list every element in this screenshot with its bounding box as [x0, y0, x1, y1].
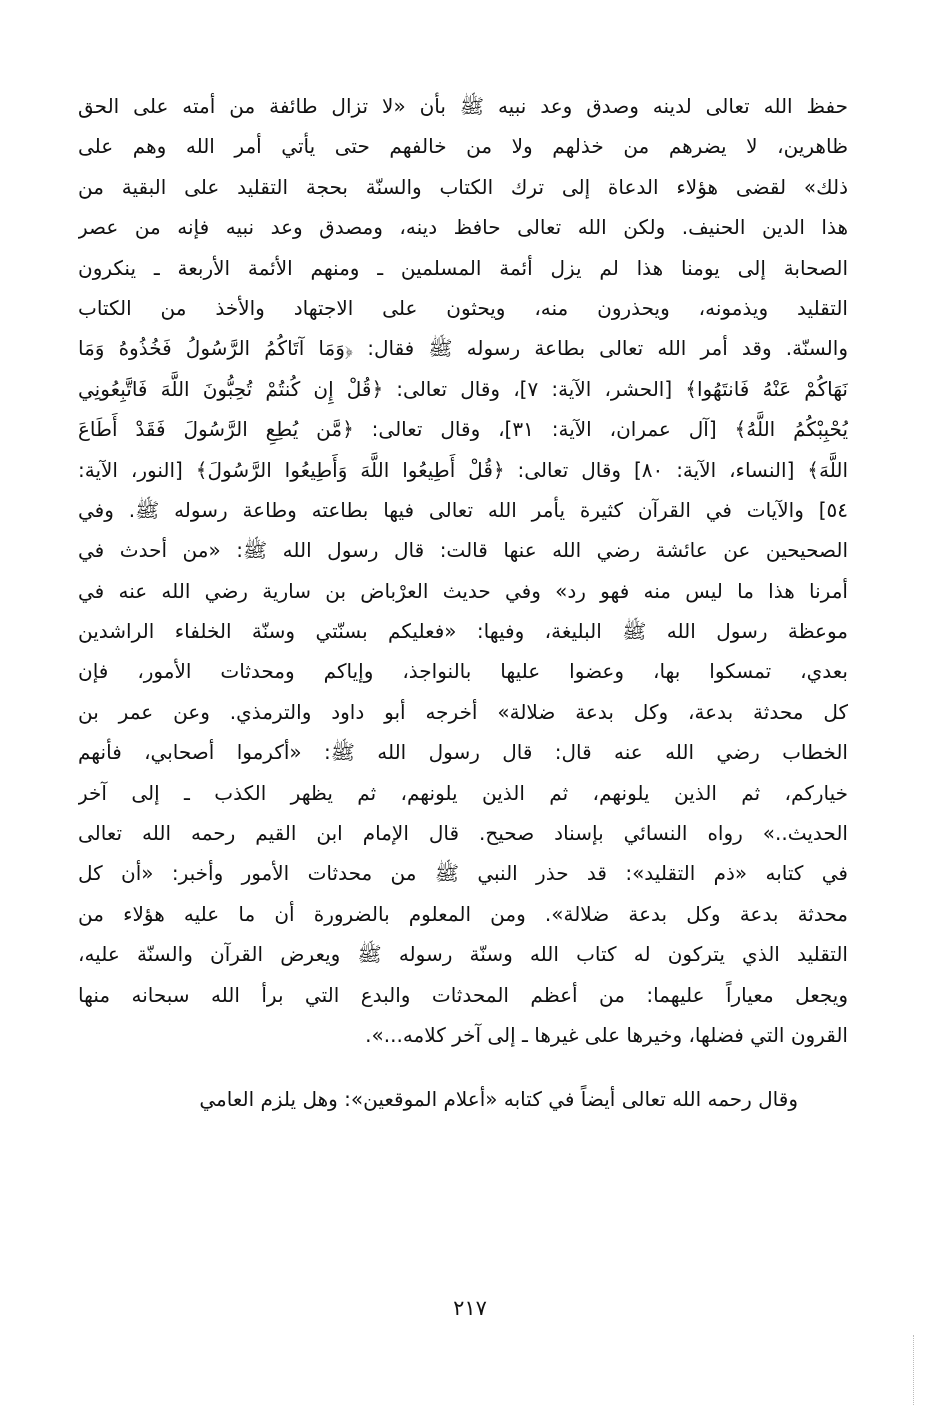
- text-line: وقال رحمه الله تعالى أيضاً في كتابه «أعلام الموقعين»: وهل يلزم العامي: [199, 1087, 798, 1112]
- text-line: موعظة رسول الله ﷺ البليغة، وفيها: «فعليكم بسنّتي وسنّة الخلفاء الراشدين: [78, 619, 848, 644]
- text-line: ويجعل معياراً عليهما: من أعظم المحدثات والبدع التي برأ الله سبحانه منها: [78, 982, 848, 1007]
- text-line: ٥٤] والآيات في القرآن كثيرة يأمر الله تعالى فيها بطاعته وطاعة رسوله ﷺ. وفي: [78, 497, 848, 522]
- text-line: كل محدثة بدعة، وكل بدعة ضلالة» أخرجه أبو داود والترمذي. وعن عمر بن: [78, 699, 848, 724]
- page-number: ٢١٧: [453, 1296, 487, 1320]
- text-line: بعدي، تمسكوا بها، وعضوا عليها بالنواجذ، وإياكم ومحدثات الأمور، فإن: [78, 659, 848, 684]
- text-line: يُحْبِبْكُمُ اللَّهُ﴾ [آل عمران، الآية: ٣١]، وقال تعالى: ﴿مَّن يُطِعِ الرَّسُولَ فَقَدْ أَطَاعَ: [78, 417, 848, 442]
- text-line: التقليد ويذمونه، ويحذرون منه، ويحثون على الاجتهاد والأخذ من الكتاب: [78, 295, 848, 320]
- text-line: ذلك» لقضى هؤلاء الدعاة إلى ترك الكتاب والسنّة بحجة التقليد على البقية من: [78, 174, 848, 199]
- text-line: القرون التي فضلها، وخيرها على غيرها ـ إلى آخر كلامه...».: [365, 1022, 848, 1047]
- text-line: في كتابه «ذم التقليد»: قد حذر النبي ﷺ من محدثات الأمور وأخبر: «أن كل: [78, 861, 848, 886]
- scan-edge-mark: [913, 1335, 915, 1405]
- text-line: الصحيحين عن عائشة رضي الله عنها قالت: قال رسول الله ﷺ: «من أحدث في: [78, 538, 848, 563]
- page-body: [78, 86, 848, 1120]
- text-line: أمرنا هذا ما ليس منه فهو رد» وفي حديث العرْباض بن سارية رضي الله عنه في: [78, 578, 848, 603]
- text-line: التقليد الذي يتركون له كتاب الله وسنّة رسوله ﷺ ويعرض القرآن والسنّة عليه،: [78, 942, 848, 967]
- text-line: والسنّة. وقد أمر الله تعالى بطاعة رسوله ﷺ فقال: ﴿وَمَا آتَاكُمُ الرَّسُولُ فَخُذُوهُ وَمَا: [78, 336, 848, 361]
- text-line: هذا الدين الحنيف. ولكن الله تعالى حافظ دينه، ومصدق وعد نبيه فإنه من عصر: [78, 215, 848, 240]
- text-line: ظاهرين، لا يضرهم من خذلهم ولا من خالفهم حتى يأتي أمر الله وهم على: [78, 134, 848, 159]
- paragraph-gap: [78, 1055, 848, 1079]
- paragraph-2: [78, 1079, 848, 1119]
- text-line: الصحابة إلى يومنا هذا لم يزل أئمة المسلمين ـ ومنهم الأئمة الأربعة ـ ينكرون: [78, 255, 848, 280]
- text-line: الحديث..» رواه النسائي بإسناد صحيح. قال الإمام ابن القيم رحمه الله تعالى: [78, 821, 848, 846]
- text-line: خياركم، ثم الذين يلونهم، ثم الذين يلونهم، ثم يظهر الكذب ـ إلى آخر: [78, 780, 848, 805]
- text-line: الخطاب رضي الله عنه قال: قال رسول الله ﷺ: «أكرموا أصحابي، فأنهم: [78, 740, 848, 765]
- text-line: اللَّهَ﴾ [النساء، الآية: ٨٠] وقال تعالى: ﴿قُلْ أَطِيعُوا اللَّهَ وَأَطِيعُوا الرَّسُولَ﴾ [النور، الآية:: [78, 457, 848, 482]
- text-line: حفظ الله تعالى لدينه وصدق وعد نبيه ﷺ بأن «لا تزال طائفة من أمته على الحق: [78, 94, 848, 118]
- text-line: نَهَاكُمْ عَنْهُ فَانتَهُوا﴾ [الحشر، الآية: ٧]، وقال تعالى: ﴿قُلْ إِن كُنتُمْ تُحِبُّونَ اللَّهَ فَاتَّبِعُونِي: [78, 376, 848, 401]
- text-line: محدثة بدعة وكل بدعة ضلالة». ومن المعلوم بالضرورة أن ما عليه هؤلاء من: [78, 901, 848, 926]
- paragraph-1: [78, 86, 848, 1055]
